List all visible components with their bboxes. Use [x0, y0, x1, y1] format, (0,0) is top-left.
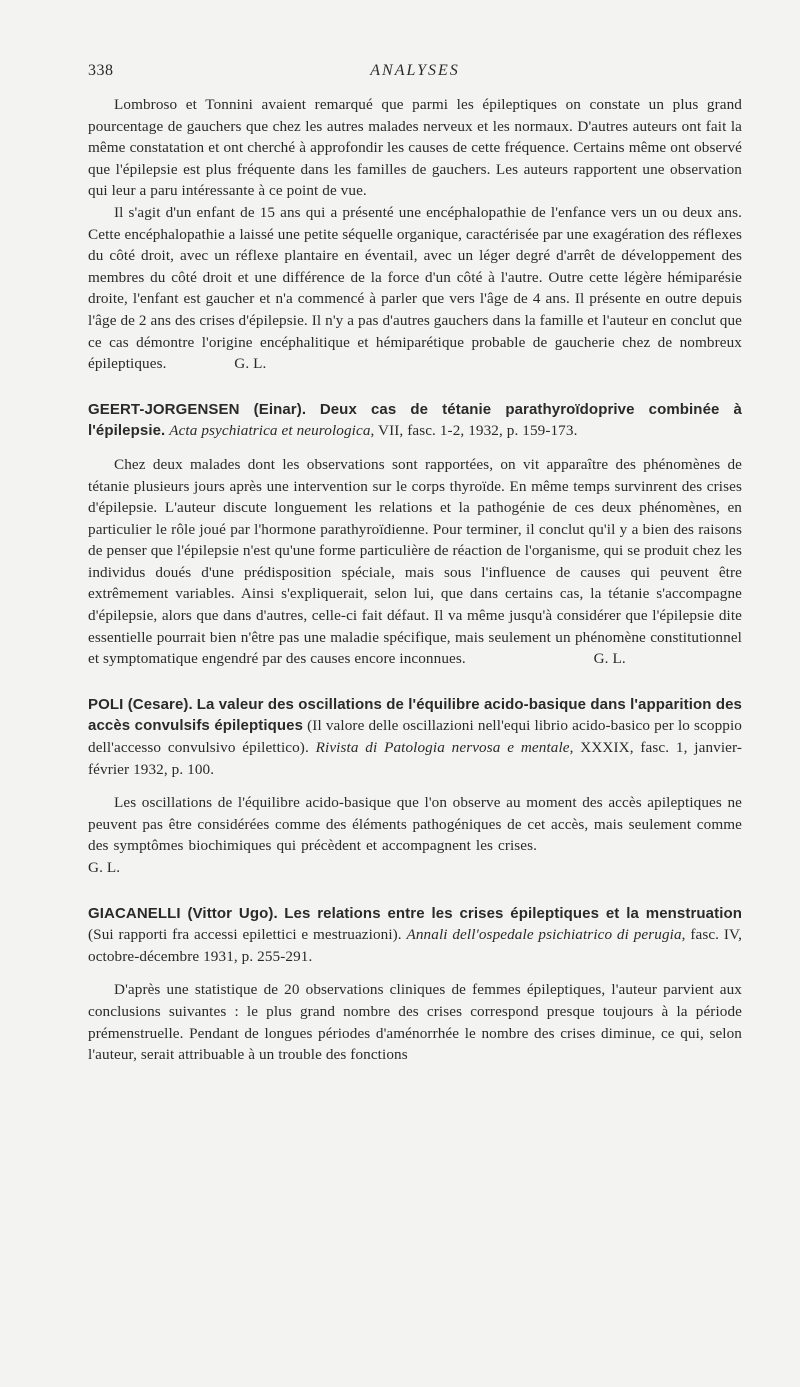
page-number: 338	[88, 62, 114, 79]
intro-review-continuation	[88, 94, 742, 375]
review-title: Deux cas de tétanie parathyroïdoprive combinée à l'épilepsie.	[88, 400, 742, 440]
review-original-title: (Il valore delle oscillazioni nell'equi librio acido-basico per lo scoppio dell'accesso convulsivo épilettico).	[88, 717, 742, 757]
review-author: POLI (Cesare).	[88, 695, 193, 713]
review-title: La valeur des oscillations de l'équilibre acido-basique dans l'apparition des accès convulsifs épileptiques	[88, 695, 742, 735]
review-citation: , fasc. IV, octobre-décembre 1931, p. 255-291.	[88, 926, 743, 965]
review-journal: Acta psychiatrica et neurologica	[169, 422, 371, 440]
review-heading	[88, 903, 742, 968]
review-author: GIACANELLI (Vittor Ugo).	[88, 904, 278, 922]
review-citation: , VII, fasc. 1-2, 1932, p. 159-173.	[370, 422, 578, 440]
review-journal: Rivista di Patologia nervosa e mentale	[315, 739, 570, 757]
review-title: Les relations entre les crises épileptiques et la menstruation	[284, 904, 742, 922]
review-author: GEERT-JORGENSEN (Einar).	[88, 400, 307, 418]
review-body: D'après une statistique de 20 observations cliniques de femmes épileptiques, l'auteur parvient aux conclusions suivantes : le plus grand nombre des crises correspond presque toujours à la période prémenstruelle. Pendant de longues périodes d'aménorrhée le nombre des crises diminue, ce qui, selon l'auteur, serait attribuable à un trouble des fonctions	[88, 981, 742, 1064]
review-body: Chez deux malades dont les observations sont rapportées, on vit apparaître des phénomènes de tétanie plusieurs jours après une intervention sur le corps thyroïde. En même temps survinrent des crises d'épilepsie. L'auteur discute longuement les relations et la pathogénie de ces deux phénomènes, en particulier le rôle joué par l'hormone parathyroïdienne. Pour terminer, il conclut qu'il y a bien des raisons de penser que l'épilepsie n'est qu'une forme particulière de réaction de l'organisme, qui se produit chez les individus doués d'une prédisposition spéciale, mais sous l'influence de causes qui peuvent être extrêmement variables. Ainsi s'expliquerait, selon lui, que dans certains cas, la tétanie s'accompagne d'épilepsie, alors que dans d'autres, celle-ci fait défaut. Il va même jusqu'à considérer que l'épilepsie dite essentielle pourrait bien n'être pas une maladie spécifique, mais seulement un phénomène constitutionnel et symptomatique engendré par des causes encore inconnues. G. L.	[88, 455, 742, 668]
review-citation: , XXXIX, fasc. 1, janvier-février 1932, p. 100.	[88, 739, 743, 778]
review-heading	[88, 399, 742, 442]
paragraph: Il s'agit d'un enfant de 15 ans qui a présenté une encéphalopathie de l'enfance vers un ou deux ans. Cette encéphalopathie a laissé une petite séquelle organique, caractérisée par une exagération des réflexes du côté droit, avec un réflexe plantaire en éventail, avec un léger degré d'arrêt de développement des membres du côté droit et une différence de la force d'un côté à l'autre. Outre cette légère hémiparésie droite, l'enfant est gaucher et n'a commencé à parler que vers l'âge de 4 ans. Il présente en outre depuis l'âge de 2 ans des crises d'épilepsie. Il n'y a pas d'autres gauchers dans la famille et l'auteur en conclut que ce cas démontre l'origine encéphalitique et hémiparétique probable de gaucherie chez de nombreux épileptiques. G. L.	[88, 203, 742, 373]
review-entry	[88, 399, 742, 670]
review-heading	[88, 694, 742, 780]
reviewer-signature: G. L.	[593, 650, 626, 668]
paragraph: Lombroso et Tonnini avaient remarqué que parmi les épileptiques on constate un plus grand pourcentage de gauchers que chez les autres malades nerveux et les normaux. D'autres auteurs ont fait la même constatation et ont cherché à approfondir les causes de cette fréquence. Certains même ont observé que l'épilepsie est plus fréquente dans les familles de gauchers. Les auteurs rapportent une observation qui leur a paru intéressante à ce point de vue.	[88, 96, 742, 200]
reviewer-signature: G. L.	[88, 859, 121, 876]
running-head: ANALYSES	[370, 62, 460, 79]
review-original-title: (Sui rapporti fra accessi epilettici e mestruazioni).	[88, 926, 407, 944]
review-body: Les oscillations de l'équilibre acido-basique que l'on observe au moment des accès apileptiques ne peuvent pas être considérées comme des éléments pathogéniques de cet accès, mais seulement comme des symptômes biochimiques qui précèdent et accompagnent les crises. G. L.	[88, 794, 742, 876]
review-journal: Annali dell'ospedale psichiatrico di perugia	[406, 926, 682, 944]
reviewer-signature: G. L.	[234, 355, 267, 373]
review-entry	[88, 903, 742, 1066]
page-header	[88, 62, 742, 86]
review-entry	[88, 694, 742, 879]
